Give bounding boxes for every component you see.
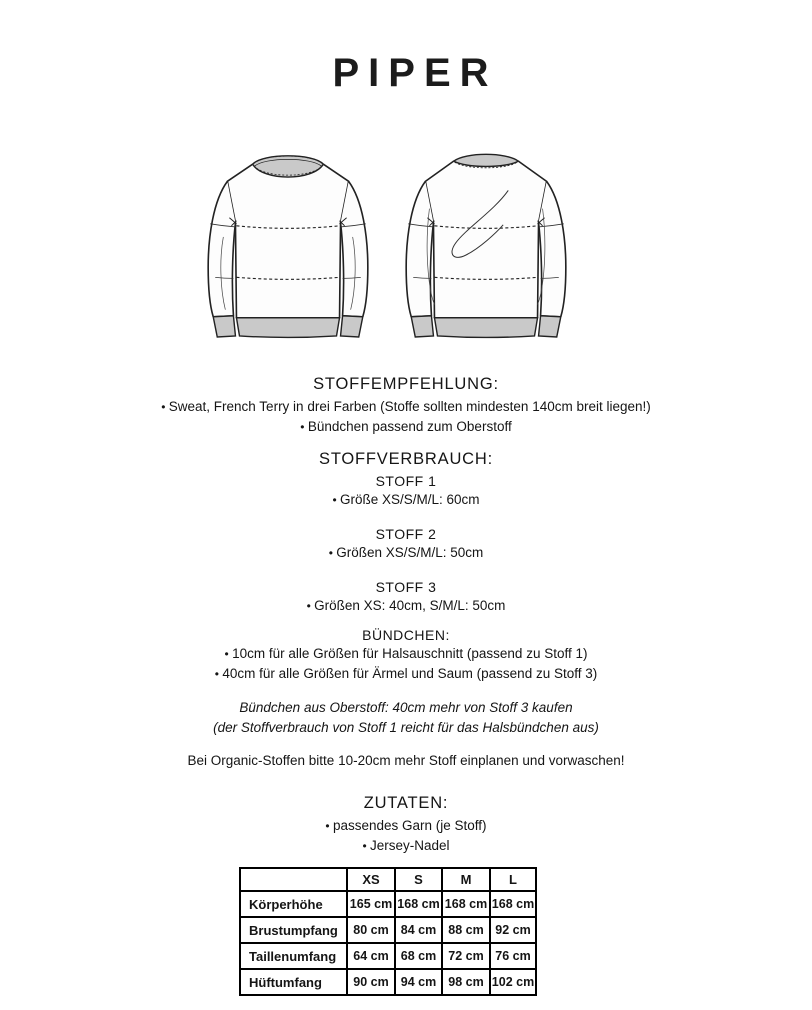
page-title: PIPER [332,50,498,95]
measurement-value: 76 cm [490,943,536,969]
bullet-text: 40cm für alle Größen für Ärmel und Saum (passend zu Stoff 3) [222,666,598,681]
bullet-list [0,397,812,437]
note-line: Bündchen aus Oberstoff: 40cm mehr von Stoff 3 kaufen [239,700,573,715]
front-body [227,164,348,318]
size-table [239,867,537,996]
bullet-text: Größe XS/S/M/L: 60cm [340,492,480,507]
bullet-item [0,397,812,417]
section-notions [0,793,812,856]
section-heading: STOFFVERBRAUCH: [319,450,493,468]
sweater-front-drawing [207,148,369,340]
bullet-item [0,596,812,616]
bullet-text: 10cm für alle Größen für Halsauschnitt (passend zu Stoff 1) [232,646,588,661]
bullet-list [0,543,812,563]
bullet-glyph: • [328,546,337,560]
column-header [240,868,347,891]
bullet-text: passendes Garn (je Stoff) [332,818,487,833]
measurement-value: 90 cm [347,969,395,995]
note-line: (der Stoffverbrauch von Stoff 1 reicht für das Halsbündchen aus) [213,720,599,735]
bullet-item [0,417,812,437]
bullet-item [0,644,812,664]
bullet-glyph: • [362,839,370,853]
table-row [240,969,536,995]
row-label: Körperhöhe [240,891,347,917]
back-hem-band [434,318,537,338]
bullet-glyph: • [300,420,308,434]
measurement-value: 64 cm [347,943,395,969]
sweater-back-drawing [405,148,567,340]
measurement-value: 88 cm [442,917,490,943]
bullet-text: Größen XS: 40cm, S/M/L: 50cm [314,598,506,613]
measurement-value: 98 cm [442,969,490,995]
front-hem-band [236,318,339,338]
bullet-list [0,596,812,616]
bullet-text: Jersey-Nadel [370,838,450,853]
group-title: STOFF 1 [375,473,437,489]
bullet-list [0,816,812,856]
row-label: Brustumpfang [240,917,347,943]
fabric-group-3 [0,578,812,616]
measurement-value: 72 cm [442,943,490,969]
table-row [240,943,536,969]
group-title: STOFF 3 [375,579,437,595]
bullet-item [0,490,812,510]
bullet-glyph: • [161,400,169,414]
measurement-value: 165 cm [347,891,395,917]
section-heading: BÜNDCHEN: [362,627,450,643]
measurement-value: 94 cm [395,969,442,995]
note-text: Bei Organic-Stoffen bitte 10-20cm mehr Stoff einplanen und vorwaschen! [187,753,625,768]
bullet-item [0,836,812,856]
measurement-value: 168 cm [395,891,442,917]
bullet-glyph: • [332,493,340,507]
bullet-glyph: • [214,667,223,681]
measurement-value: 168 cm [490,891,536,917]
size-table-container [239,867,537,996]
section-fabric-recommendation [0,374,812,437]
measurement-value: 102 cm [490,969,536,995]
bullet-glyph: • [224,647,233,661]
measurement-value: 68 cm [395,943,442,969]
column-header: XS [347,868,395,891]
section-cuffs [0,626,812,684]
table-row [240,891,536,917]
bullet-item [0,543,812,563]
bullet-list [0,644,812,684]
back-neckband [454,154,519,166]
front-left-cuff [213,316,235,337]
bullet-item [0,664,812,684]
bullet-item [0,816,812,836]
back-right-cuff [539,316,561,337]
back-left-cuff [411,316,433,337]
back-body [425,161,546,318]
measurement-value: 80 cm [347,917,395,943]
organic-note [0,751,812,770]
column-header: S [395,868,442,891]
group-title: STOFF 2 [375,526,437,542]
cuffs-italic-note [0,698,812,738]
front-right-cuff [341,316,363,337]
bullet-text: Größen XS/S/M/L: 50cm [336,545,484,560]
bullet-glyph: • [325,819,333,833]
bullet-list [0,490,812,510]
bullet-glyph: • [306,599,315,613]
column-header: L [490,868,536,891]
plain-lines [0,698,812,738]
bullet-text: Bündchen passend zum Oberstoff [307,419,512,434]
measurement-value: 168 cm [442,891,490,917]
fabric-group-1 [0,472,812,510]
section-heading: ZUTATEN: [363,794,449,812]
row-label: Taillenumfang [240,943,347,969]
table-header-row [240,868,536,891]
measurement-value: 84 cm [395,917,442,943]
section-fabric-usage [0,449,812,616]
measurement-value: 92 cm [490,917,536,943]
section-heading: STOFFEMPFEHLUNG: [313,375,499,393]
fabric-group-2 [0,525,812,563]
bullet-text: Sweat, French Terry in drei Farben (Stoffe sollten mindesten 140cm breit liegen!) [168,399,651,414]
table-row [240,917,536,943]
row-label: Hüftumfang [240,969,347,995]
column-header: M [442,868,490,891]
